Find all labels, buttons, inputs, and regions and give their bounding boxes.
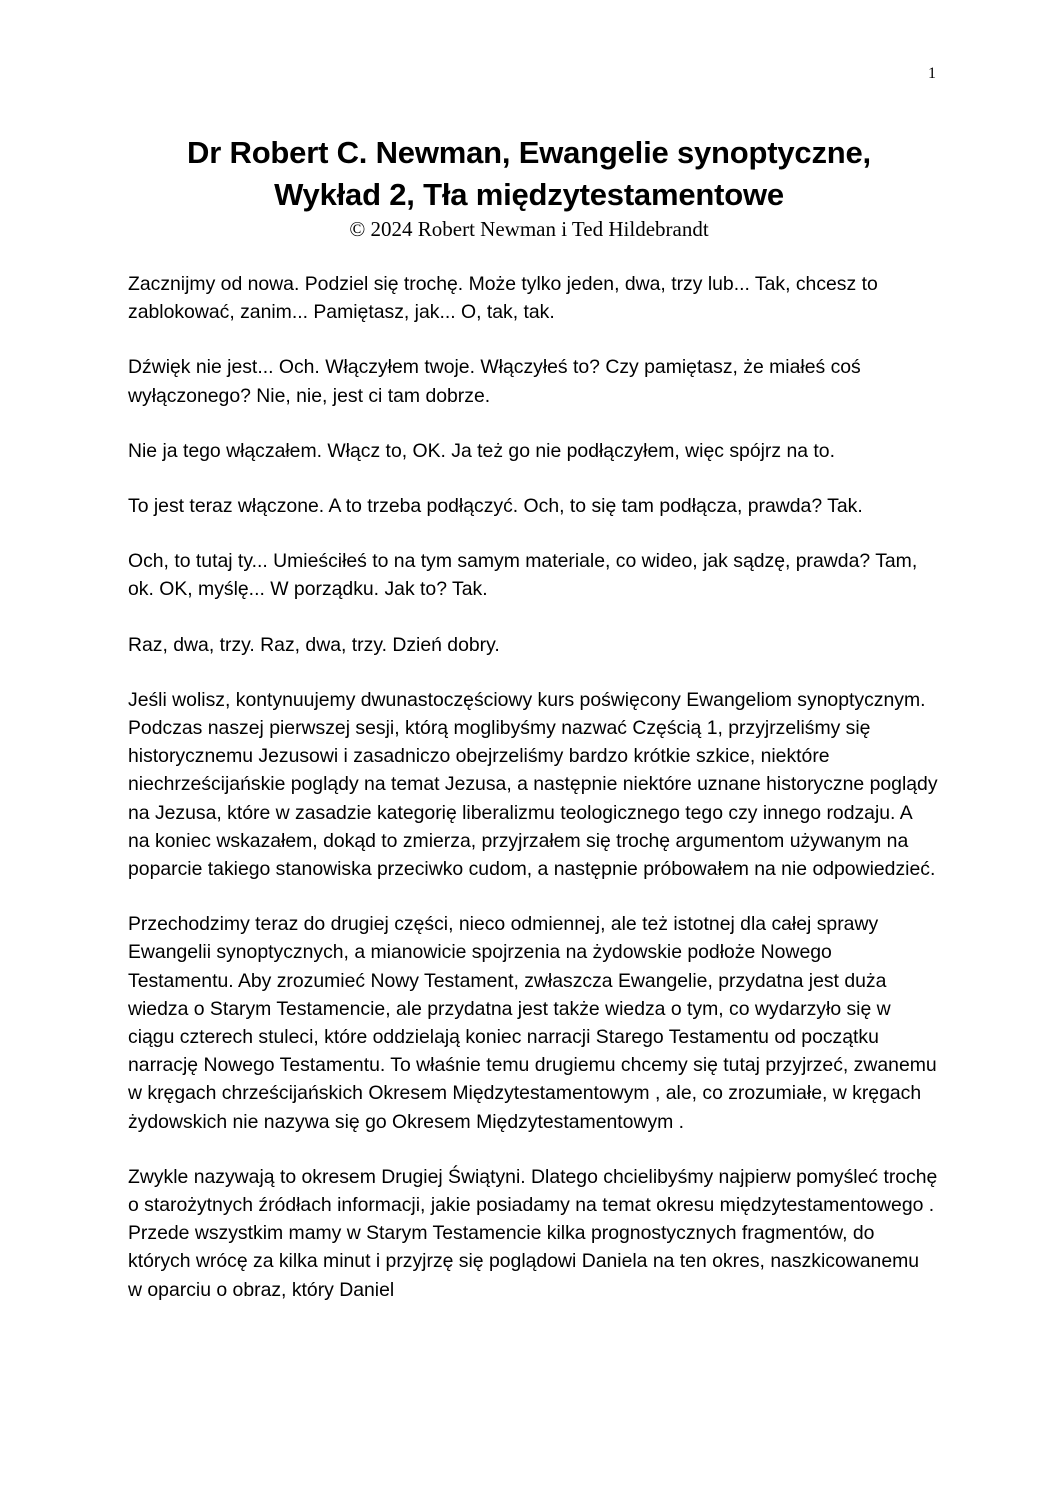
paragraph: Och, to tutaj ty... Umieściłeś to na tym samym materiale, co wideo, jak sądzę, prawda? Tam, ok. OK, myślę... W porządku. Jak to? Tak. (128, 550, 918, 601)
document-body (128, 270, 938, 1331)
document-header (100, 132, 958, 242)
title-line-1: Dr Robert C. Newman, Ewangelie synoptyczne, (187, 135, 871, 170)
paragraph: Dźwięk nie jest... Och. Włączyłem twoje. Włączyłeś to? Czy pamiętasz, że miałeś coś wyłączonego? Nie, nie, jest ci tam dobrze. (128, 356, 861, 407)
paragraph: Zacznijmy od nowa. Podziel się trochę. Może tylko jeden, dwa, trzy lub... Tak, chcesz to zablokować, zanim... Pamiętasz, jak... O, tak, tak. (128, 273, 878, 324)
copyright-line: © 2024 Robert Newman i Ted Hildebrandt (349, 217, 709, 241)
page-number: 1 (928, 65, 936, 82)
paragraph: Przechodzimy teraz do drugiej części, nieco odmiennej, ale też istotnej dla całej sprawy Ewangelii synoptycznych, a mianowicie spojrzenia na żydowskie podłoże Nowego Testamentu. Aby zrozumieć Nowy Testament, zwłaszcza Ewangelie, przydatna jest duża wiedza o Starym Testamencie, ale przydatna jest także wiedza o tym, co wydarzyło się w ciągu czterech stuleci, które oddzielają koniec narracji Starego Testamentu od początku narrację Nowego Testamentu. To właśnie temu drugiemu chcemy się tutaj przyjrzeć, zwanemu w kręgach chrześcijańskich Okresem Międzytestamentowym , ale, co zrozumiałe, w kręgach żydowskich nie nazywa się go Okresem Międzytestamentowym . (128, 913, 937, 1133)
paragraph: Raz, dwa, trzy. Raz, dwa, trzy. Dzień dobry. (128, 633, 500, 656)
title-line-2: Wykład 2, Tła międzytestamentowe (274, 177, 784, 212)
paragraph: Zwykle nazywają to okresem Drugiej Świątyni. Dlatego chcielibyśmy najpierw pomyśleć trochę o starożytnych źródłach informacji, jakie posiadamy na temat okresu międzytestamentowego . Przede wszystkim mamy w Starym Testamencie kilka prognostycznych fragmentów, do których wrócę za kilka minut i przyjrzę się poglądowi Daniela na ten okres, naszkicowanemu w oparciu o obraz, który Daniel (128, 1165, 938, 1301)
document-title (100, 132, 958, 216)
paragraph: Jeśli wolisz, kontynuujemy dwunastoczęściowy kurs poświęcony Ewangeliom synoptycznym. Podczas naszej pierwszej sesji, którą moglibyśmy nazwać Częścią 1, przyjrzeliśmy się historycznemu Jezusowi i zasadniczo obejrzeliśmy bardzo krótkie szkice, niektóre niechrześcijańskie poglądy na temat Jezusa, a następnie niektóre uznane historyczne poglądy na Jezusa, które w zasadzie kategorię liberalizmu teologicznego tego czy innego rodzaju. A na koniec wskazałem, dokąd to zmierza, przyjrzałem się trochę argumentom używanym na poparcie takiego stanowiska przeciwko cudom, a następnie próbowałem na nie odpowiedzieć. (128, 688, 938, 881)
paragraph: To jest teraz włączone. A to trzeba podłączyć. Och, to się tam podłącza, prawda? Tak. (128, 495, 863, 518)
paragraph: Nie ja tego włączałem. Włącz to, OK. Ja też go nie podłączyłem, więc spójrz na to. (128, 439, 835, 462)
